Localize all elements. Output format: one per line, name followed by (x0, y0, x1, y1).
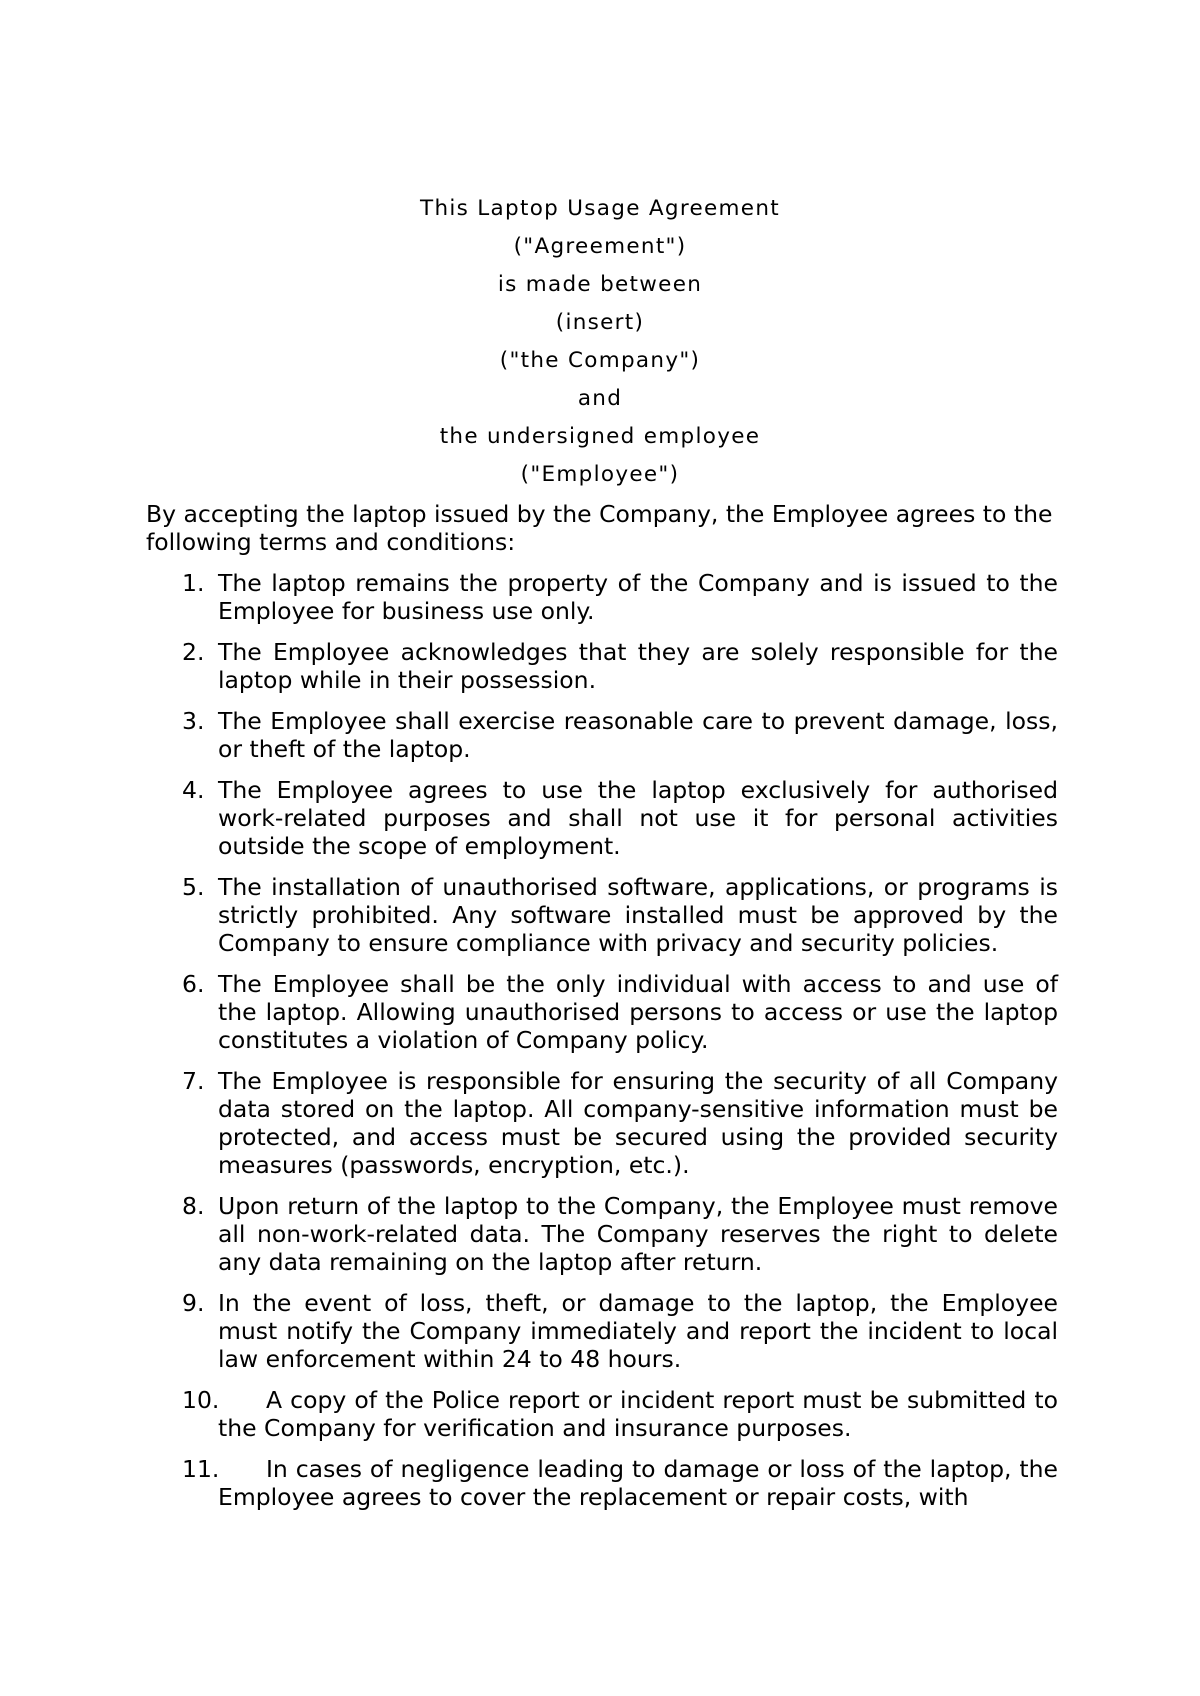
term-number: 11. (182, 1455, 220, 1483)
term-text-content: A copy of the Police report or incident report must be submitted to the Company for verification and insurance purposes. (218, 1386, 1058, 1442)
term-number: 5. (182, 873, 205, 901)
heading-line: ("Agreement") (513, 234, 687, 259)
heading-line: This Laptop Usage Agreement (420, 196, 780, 221)
term-text-content: In cases of negligence leading to damage or loss of the laptop, the Employee agrees to cover the replacement or repair costs, with (218, 1455, 1058, 1511)
term-text: The installation of unauthorised software, applications, or programs is strictly prohibited. Any software installed must be approved by the Company to ensure compliance with privacy and security policies. (218, 873, 1058, 957)
term-number: 6. (182, 970, 205, 998)
term-text (218, 1386, 1058, 1442)
term-number: 9. (182, 1289, 205, 1317)
list-item (146, 1289, 1058, 1373)
term-text: The Employee agrees to use the laptop exclusively for authorised work-related purposes and shall not use it for personal activities outside the scope of employment. (218, 776, 1058, 860)
heading-line: and (577, 386, 623, 411)
heading-line: is made between (497, 272, 703, 297)
term-number: 2. (182, 638, 205, 666)
list-item (146, 707, 1058, 763)
term-text: The laptop remains the property of the Company and is issued to the Employee for business use only. (218, 569, 1058, 625)
intro-paragraph: By accepting the laptop issued by the Company, the Employee agrees to the following terms and conditions: (146, 500, 1053, 556)
term-text: In the event of loss, theft, or damage to the laptop, the Employee must notify the Company immediately and report the incident to local law enforcement within 24 to 48 hours. (218, 1289, 1058, 1373)
term-number: 8. (182, 1192, 205, 1220)
list-item (146, 776, 1058, 860)
heading-line: the undersigned employee (439, 424, 761, 449)
term-text: The Employee acknowledges that they are solely responsible for the laptop while in their possession. (218, 638, 1058, 694)
term-text: Upon return of the laptop to the Company, the Employee must remove all non-work-related data. The Company reserves the right to delete any data remaining on the laptop after return. (218, 1192, 1058, 1276)
list-item (146, 638, 1058, 694)
list-item (146, 1192, 1058, 1276)
terms-list (146, 569, 1058, 1524)
list-item (146, 1455, 1058, 1511)
term-text (218, 1455, 1058, 1511)
term-number: 10. (182, 1386, 220, 1414)
term-number: 7. (182, 1067, 205, 1095)
agreement-heading (0, 190, 1200, 494)
heading-line: ("Employee") (520, 462, 680, 487)
term-number: 3. (182, 707, 205, 735)
term-number: 4. (182, 776, 205, 804)
list-item (146, 873, 1058, 957)
heading-line: (insert) (555, 310, 645, 335)
term-text: The Employee shall be the only individual with access to and use of the laptop. Allowing unauthorised persons to access or use the laptop constitutes a violation of Company policy. (218, 970, 1058, 1054)
term-text: The Employee is responsible for ensuring the security of all Company data stored on the laptop. All company-sensitive information must be protected, and access must be secured using the provided security measures (passwords, encryption, etc.). (218, 1067, 1058, 1179)
list-item (146, 1067, 1058, 1179)
term-text: The Employee shall exercise reasonable care to prevent damage, loss, or theft of the laptop. (218, 707, 1058, 763)
heading-line: ("the Company") (499, 348, 701, 373)
list-item (146, 1386, 1058, 1442)
term-number: 1. (182, 569, 205, 597)
list-item (146, 970, 1058, 1054)
list-item (146, 569, 1058, 625)
